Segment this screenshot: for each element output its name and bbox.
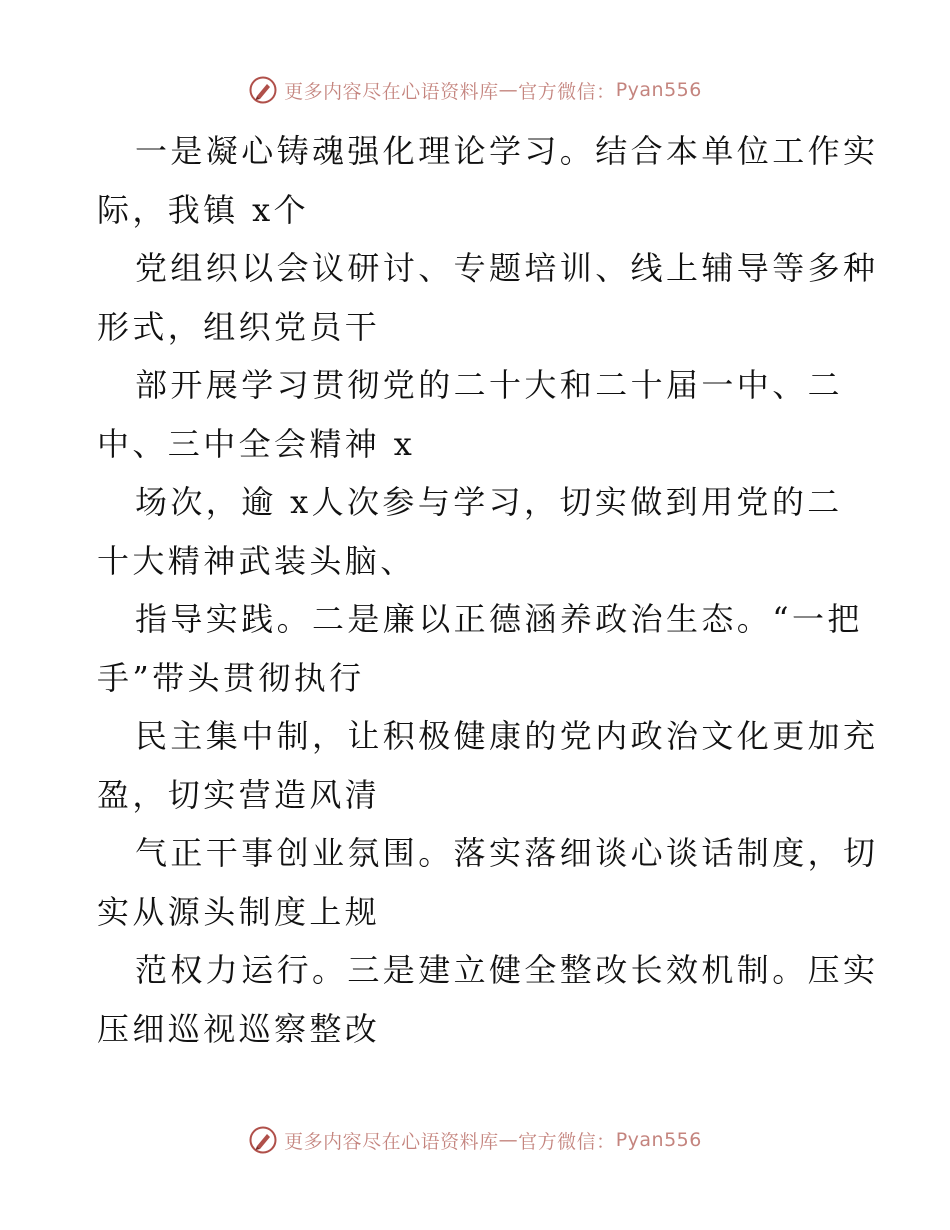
- paragraph-1: [97, 122, 879, 1058]
- text-line: 盈，切实营造风清: [97, 775, 381, 814]
- text-line: 十大精神武装头脑、: [97, 541, 416, 580]
- watermark-id: Pyan556: [615, 79, 702, 101]
- footer-watermark: [0, 1120, 950, 1160]
- document-body: [97, 122, 879, 1058]
- text-line: 中、三中全会精神 x: [97, 424, 416, 463]
- watermark-label: 官方微信：: [518, 80, 616, 103]
- text-line: 场次，逾 x人次参与学习，切实做到用党的二: [135, 483, 843, 521]
- text-line: 压细巡视巡察整改: [97, 1009, 381, 1048]
- text-line: 实从源头制度上规: [97, 892, 381, 931]
- pen-circle-icon: [248, 75, 278, 105]
- watermark-label: 官方微信：: [518, 1130, 616, 1153]
- watermark-text: 更多内容尽在心语资料库: [284, 1130, 499, 1153]
- header-watermark: [0, 70, 950, 110]
- watermark-dash: —: [498, 1129, 519, 1151]
- text-line: 民主集中制，让积极健康的党内政治文化更加充: [135, 717, 879, 755]
- text-line: 部开展学习贯彻党的二十大和二十届一中、二: [135, 366, 844, 404]
- pen-circle-icon: [248, 1125, 278, 1155]
- text-line: 形式，组织党员干: [97, 307, 381, 346]
- text-line: 气正干事创业氛围。落实落细谈心谈话制度，切: [135, 834, 879, 872]
- text-line: 范权力运行。三是建立健全整改长效机制。压实: [135, 951, 879, 989]
- text-line: 际，我镇 x个: [97, 190, 310, 229]
- text-line: 指导实践。二是廉以正德涵养政治生态。“一把: [135, 600, 863, 638]
- text-line: 手”带头贯彻执行: [97, 658, 365, 697]
- text-line: 党组织以会议研讨、专题培训、线上辅导等多种: [135, 249, 879, 287]
- text-line: 一是凝心铸魂强化理论学习。结合本单位工作实: [135, 132, 879, 170]
- watermark-text: 更多内容尽在心语资料库: [284, 80, 499, 103]
- watermark-dash: —: [498, 79, 519, 101]
- watermark-id: Pyan556: [615, 1129, 702, 1151]
